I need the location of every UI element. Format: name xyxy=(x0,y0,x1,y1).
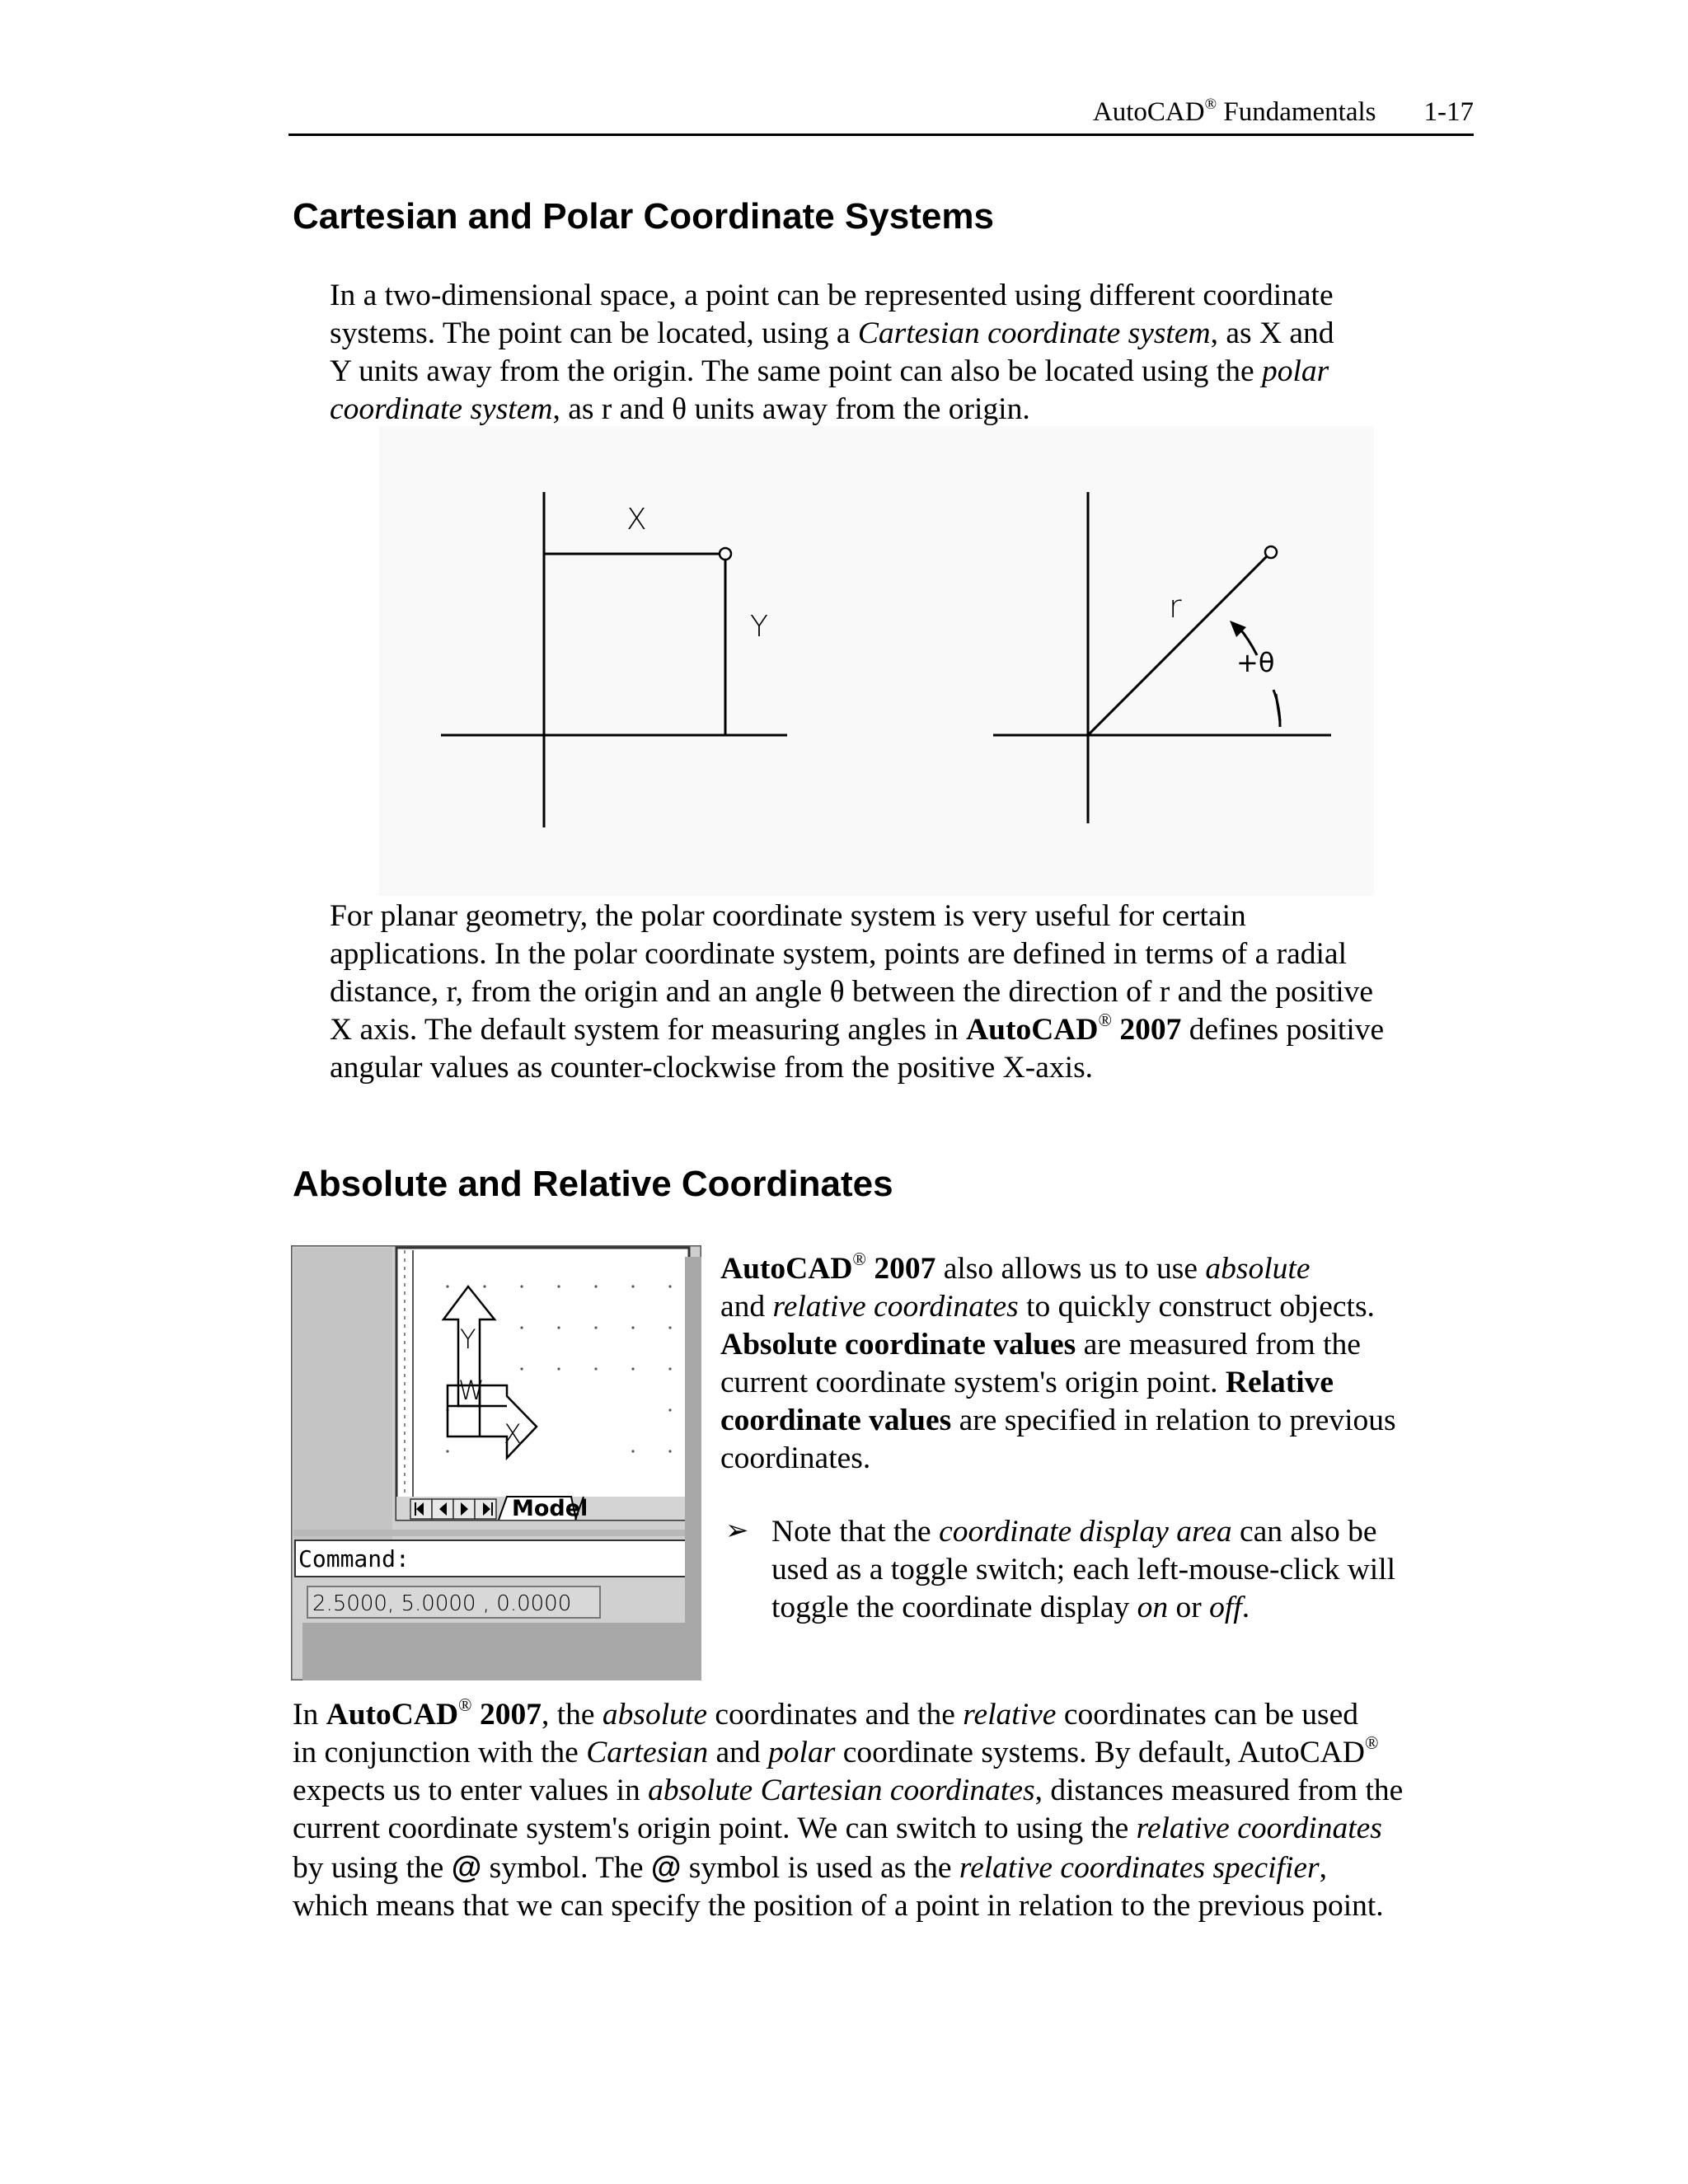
cartesian-point xyxy=(720,548,731,560)
left-panel xyxy=(293,1248,392,1551)
text-line: Note that the coordinate display area can also be xyxy=(771,1515,1377,1549)
text-line: in conjunction with the Cartesian and polar coordinate systems. By default, AutoCAD® xyxy=(293,1733,1379,1769)
polar-angle-label: +θ xyxy=(1236,647,1275,678)
text-line: In a two-dimensional space, a point can be represented using different coordinate xyxy=(330,279,1334,312)
model-tab-label: Model xyxy=(512,1496,588,1521)
text-line: used as a toggle switch; each left-mouse-click will xyxy=(771,1553,1396,1586)
header-title: Fundamentals xyxy=(1223,97,1376,127)
text-line: current coordinate system's origin point. We can switch to using the relative coordinates xyxy=(293,1811,1382,1845)
text-line: toggle the coordinate display on or off. xyxy=(771,1591,1250,1624)
command-prompt: Command: xyxy=(298,1545,410,1572)
cartesian-y-label: Y xyxy=(750,610,768,644)
text-line: distance, r, from the origin and an angle θ between the direction of r and the positive xyxy=(330,975,1374,1009)
text-line: and relative coordinates to quickly construct objects. xyxy=(720,1290,1375,1324)
polar-r-label: r xyxy=(1169,588,1182,625)
coordinate-systems-diagram xyxy=(379,426,1374,896)
text-line: applications. In the polar coordinate system, points are defined in terms of a radial xyxy=(330,937,1347,971)
text-line: coordinate values are specified in relation to previous xyxy=(720,1404,1396,1437)
text-line: Y units away from the origin. The same point can also be located using the polar xyxy=(330,354,1329,388)
polar-point xyxy=(1265,546,1277,558)
text-line: systems. The point can be located, using a Cartesian coordinate system, as X and xyxy=(330,316,1334,350)
text-line: current coordinate system's origin point. Relative xyxy=(720,1366,1334,1399)
autocad-ui-capture xyxy=(291,1245,701,1680)
coordinate-readout: 2.5000, 5.0000 , 0.0000 xyxy=(312,1591,572,1616)
text-line: For planar geometry, the polar coordinate system is very useful for certain xyxy=(330,899,1246,933)
header-brand: AutoCAD xyxy=(1092,97,1205,127)
text-line: In AutoCAD® 2007, the absolute coordinates and the relative coordinates can be used xyxy=(293,1695,1358,1732)
header-text xyxy=(1093,97,1474,128)
autocad-screenshot xyxy=(291,1245,701,1680)
figure-background xyxy=(379,426,1374,896)
text-line: angular values as counter-clockwise from the positive X-axis. xyxy=(330,1051,1094,1085)
coordinate-systems-figure xyxy=(379,426,1374,896)
polar-explanation-paragraph xyxy=(330,898,1384,1087)
running-header xyxy=(288,97,1474,136)
tab-navigation-buttons xyxy=(410,1499,496,1519)
text-line: coordinate system, as r and θ units away from the origin. xyxy=(330,392,1030,426)
text-line: AutoCAD® 2007 also allows us to use absolute xyxy=(720,1249,1311,1286)
text-line: Absolute coordinate values are measured from the xyxy=(720,1328,1361,1361)
page-number: 1-17 xyxy=(1423,97,1474,127)
registered-mark: ® xyxy=(1204,96,1217,114)
note-text xyxy=(771,1513,1395,1627)
screenshot-shadow xyxy=(302,1623,701,1680)
text-line: coordinates. xyxy=(720,1441,871,1475)
text-line: expects us to enter values in absolute Cartesian coordinates, distances measured from the xyxy=(293,1774,1404,1807)
text-line: which means that we can specify the position of a point in relation to the previous point. xyxy=(293,1889,1384,1923)
intro-paragraph xyxy=(330,277,1334,429)
drawing-area xyxy=(396,1248,689,1520)
absolute-relative-paragraph xyxy=(720,1250,1396,1478)
ucs-x-label: X xyxy=(504,1418,522,1450)
bullet-arrow-icon: ➢ xyxy=(725,1516,749,1546)
text-line: X axis. The default system for measuring angles in AutoCAD® 2007 defines positive xyxy=(330,1010,1385,1047)
closing-paragraph xyxy=(293,1696,1403,1925)
section-heading-absolute-relative: Absolute and Relative Coordinates xyxy=(293,1164,893,1204)
text-line: by using the @ symbol. The @ symbol is used as the relative coordinates specifier, xyxy=(293,1849,1327,1885)
ucs-y-label: Y xyxy=(460,1324,476,1355)
section-heading-cartesian-polar: Cartesian and Polar Coordinate Systems xyxy=(293,196,994,237)
ucs-w-label: W xyxy=(458,1375,485,1406)
cartesian-x-label: X xyxy=(626,503,647,537)
